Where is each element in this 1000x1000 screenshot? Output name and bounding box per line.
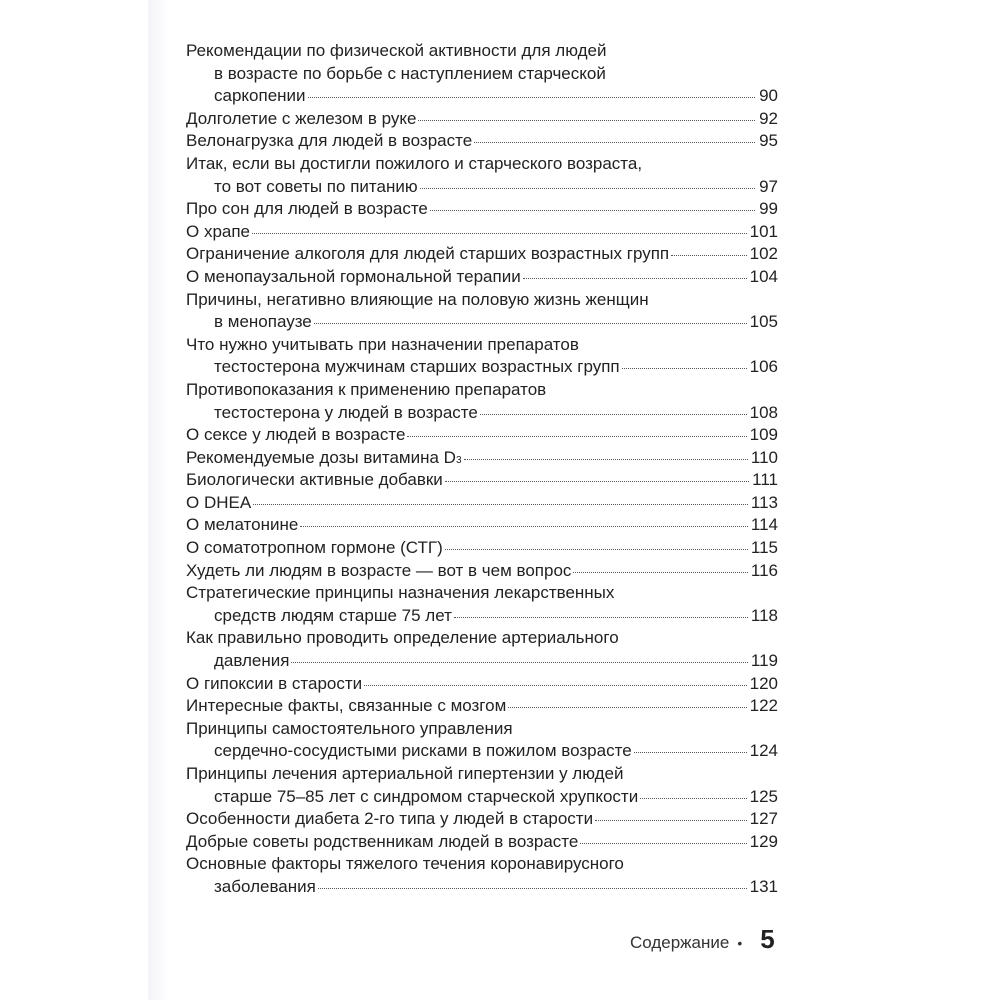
dot-leader <box>640 798 746 799</box>
toc-entry[interactable] <box>186 627 778 672</box>
toc-entry-title: тестостерона мужчинам старших возрастных групп <box>214 357 620 377</box>
dot-leader <box>523 278 747 279</box>
toc-entry-title: то вот советы по питанию <box>214 176 418 196</box>
toc-page-number: 127 <box>749 809 778 829</box>
toc-entry-line <box>186 469 778 492</box>
toc-page-number: 116 <box>750 560 778 580</box>
toc-page-number: 102 <box>749 244 778 264</box>
toc-entry-title: О мелатонине <box>186 515 299 535</box>
toc-entry[interactable] <box>186 334 778 379</box>
toc-entry-line <box>186 763 778 786</box>
dot-leader <box>318 888 747 889</box>
toc-entry[interactable] <box>186 289 778 334</box>
dot-leader <box>474 142 755 143</box>
page-footer <box>630 924 775 955</box>
toc-entry-title: О храпе <box>186 221 251 241</box>
toc-entry[interactable] <box>186 266 778 289</box>
toc-page-number: 106 <box>749 357 778 377</box>
toc-entry-line <box>186 266 778 289</box>
toc-entry-title: в менопаузе <box>214 312 312 332</box>
toc-entry-title: Рекомендации по физической активности для людей <box>186 41 607 60</box>
toc-entry[interactable] <box>186 492 778 515</box>
dot-leader <box>418 120 755 121</box>
toc-entry[interactable] <box>186 130 778 153</box>
toc-page-number: 92 <box>759 108 778 128</box>
toc-entry-line <box>186 63 778 86</box>
toc-page-number: 125 <box>749 786 778 806</box>
toc-entry-title: средств людям старше 75 лет <box>214 605 452 625</box>
toc-entry-line <box>186 402 778 425</box>
toc-entry-line <box>186 289 778 312</box>
toc-entry-line <box>186 560 778 583</box>
toc-entry-line <box>186 108 778 131</box>
toc-entry-line: Рекомендуемые дозы витамина D 3 110 <box>186 447 778 470</box>
dot-leader <box>308 97 755 98</box>
toc-page-number: 119 <box>750 651 778 671</box>
toc-page-number: 105 <box>749 312 778 332</box>
toc-entry[interactable] <box>186 718 778 763</box>
toc-entry-title: Рекомендуемые дозы витамина D <box>186 447 456 467</box>
dot-leader <box>454 617 748 618</box>
dot-leader <box>480 414 747 415</box>
toc-entry-title: Добрые советы родственникам людей в возрасте <box>186 831 579 851</box>
toc-entry[interactable] <box>186 831 778 854</box>
toc-entry[interactable] <box>186 695 778 718</box>
dot-leader <box>314 323 747 324</box>
toc-page-number: 114 <box>750 515 778 535</box>
dot-leader <box>464 459 748 460</box>
toc-entry-line <box>186 808 778 831</box>
toc-entry-line <box>186 311 778 334</box>
dot-leader <box>445 549 748 550</box>
toc-page-number: 115 <box>750 538 778 558</box>
toc-entry-title: Особенности диабета 2-го типа у людей в старости <box>186 809 594 829</box>
toc-entry[interactable] <box>186 379 778 424</box>
toc-entry-title: О гипоксии в старости <box>186 673 363 693</box>
toc-page-number: 129 <box>749 831 778 851</box>
toc-entry[interactable] <box>186 198 778 221</box>
toc-entry-title: Биологически активные добавки <box>186 470 443 490</box>
toc-entry-line <box>186 379 778 402</box>
toc-entry-title: Худеть ли людям в возрасте — вот в чем вопрос <box>186 560 572 580</box>
dot-leader <box>430 210 755 211</box>
toc-entry[interactable] <box>186 673 778 696</box>
dot-leader <box>291 662 747 663</box>
dot-leader <box>445 481 749 482</box>
toc-page-number: 113 <box>750 492 778 512</box>
toc-entry-title: О DHEA <box>186 492 252 512</box>
toc-entry-line <box>186 605 778 628</box>
toc-entry-line <box>186 831 778 854</box>
toc-entry-line <box>186 740 778 763</box>
dot-leader <box>252 233 747 234</box>
dot-leader <box>420 188 755 189</box>
toc-entry[interactable] <box>186 853 778 898</box>
toc-entry-title: старше 75–85 лет с синдромом старческой хрупкости <box>214 786 639 806</box>
dot-leader <box>622 368 747 369</box>
toc-page-number: 99 <box>759 199 778 219</box>
toc-entry-line <box>186 176 778 199</box>
toc-entry-title: Противопоказания к применению препаратов <box>186 379 547 399</box>
toc-entry[interactable] <box>186 243 778 266</box>
toc-page-number: 111 <box>752 470 778 490</box>
toc-entry-line <box>186 695 778 718</box>
toc-entry[interactable] <box>186 514 778 537</box>
toc-page-number: 90 <box>759 86 778 106</box>
toc-entry-title: Принципы самостоятельного управления <box>186 718 513 738</box>
toc-entry-title: сердечно-сосудистыми рисками в пожилом возрасте <box>214 741 632 761</box>
toc-entry-title: давления <box>214 651 290 671</box>
toc-page-number: 104 <box>749 266 778 286</box>
toc-entry-title: Причины, негативно влияющие на половую жизнь женщин <box>186 289 649 309</box>
toc-entry-title: О менопаузальной гормональной терапии <box>186 266 521 286</box>
dot-leader <box>407 436 746 437</box>
toc-entry-title: тестостерона у людей в возрасте <box>214 402 478 422</box>
page-gutter-shadow <box>148 0 170 1000</box>
toc-entry-title: О сексе у людей в возрасте <box>186 425 406 445</box>
dot-leader <box>573 572 747 573</box>
toc-entry-title: Как правильно проводить определение артериального <box>186 628 619 648</box>
dot-leader <box>253 504 748 505</box>
toc-page-number: 95 <box>759 131 778 151</box>
toc-entry-line <box>186 853 778 876</box>
toc-page-number: 109 <box>749 425 778 445</box>
toc-page-number: 97 <box>759 176 778 196</box>
dot-leader <box>634 752 747 753</box>
toc-entry[interactable] <box>186 537 778 560</box>
toc-entry-title: Принципы лечения артериальной гипертензии у людей <box>186 764 624 783</box>
toc-entry-line <box>186 85 778 108</box>
toc-entry-title: в возрасте по борьбе с наступлением старческой <box>214 63 606 83</box>
dot-leader <box>300 526 748 527</box>
dot-leader <box>580 843 746 844</box>
toc-entry-line <box>186 627 778 650</box>
toc-entry-title: саркопении <box>214 86 306 106</box>
toc-entry[interactable] <box>186 469 778 492</box>
toc-entry-title: Про сон для людей в возрасте <box>186 199 428 219</box>
page-number: 5 <box>760 924 775 954</box>
toc-entry-line <box>186 514 778 537</box>
toc-page-number: 118 <box>750 605 778 625</box>
toc-entry-title: заболевания <box>214 876 316 896</box>
toc-entry-line <box>186 718 778 741</box>
toc-page-number: 122 <box>749 696 778 716</box>
toc-entry-line <box>186 334 778 357</box>
table-of-contents <box>186 40 778 899</box>
toc-entry-line <box>186 40 778 63</box>
toc-entry-line <box>186 876 778 899</box>
dot-leader <box>671 255 747 256</box>
toc-page-number: 124 <box>749 741 778 761</box>
toc-page-number: 120 <box>749 673 778 693</box>
toc-entry-line <box>186 198 778 221</box>
toc-entry[interactable] <box>186 560 778 583</box>
toc-entry-line <box>186 650 778 673</box>
toc-entry-line <box>186 356 778 379</box>
toc-entry[interactable] <box>186 40 778 108</box>
toc-entry-title: Стратегические принципы назначения лекарственных <box>186 583 615 603</box>
footer-bullet: • <box>737 935 743 951</box>
toc-entry-title: Ограничение алкоголя для людей старших возрастных групп <box>186 244 670 264</box>
toc-entry[interactable] <box>186 763 778 808</box>
toc-page-number: 110 <box>750 447 778 467</box>
toc-entry-line <box>186 537 778 560</box>
toc-entry-title: Основные факторы тяжелого течения коронавирусного <box>186 854 624 874</box>
toc-entry-title: Долголетие с железом в руке <box>186 108 417 128</box>
toc-entry[interactable] <box>186 447 778 470</box>
toc-entry-title: Что нужно учитывать при назначении препаратов <box>186 334 579 354</box>
dot-leader <box>595 820 747 821</box>
toc-page-number: 101 <box>749 221 778 241</box>
dot-leader <box>364 685 746 686</box>
toc-entry-line <box>186 153 778 176</box>
toc-entry[interactable] <box>186 582 778 627</box>
toc-entry-line <box>186 243 778 266</box>
toc-entry-line <box>186 424 778 447</box>
toc-entry-title: О соматотропном гормоне (СТГ) <box>186 538 443 558</box>
toc-page-number: 108 <box>749 402 778 422</box>
toc-entry[interactable] <box>186 424 778 447</box>
toc-page-number: 131 <box>749 876 778 896</box>
toc-entry[interactable] <box>186 108 778 131</box>
toc-entry-title: Интересные факты, связанные с мозгом <box>186 696 507 716</box>
dot-leader <box>508 707 746 708</box>
toc-entry-line <box>186 492 778 515</box>
toc-entry-line <box>186 673 778 696</box>
toc-entry-title: Велонагрузка для людей в возрасте <box>186 131 473 151</box>
toc-entry[interactable] <box>186 221 778 244</box>
toc-entry-line <box>186 221 778 244</box>
toc-entry[interactable] <box>186 153 778 198</box>
toc-entry-line <box>186 582 778 605</box>
toc-entry-line <box>186 130 778 153</box>
toc-entry[interactable] <box>186 808 778 831</box>
toc-entry-line <box>186 786 778 809</box>
footer-section-title: Содержание <box>630 933 730 952</box>
toc-entry-title: Итак, если вы достигли пожилого и старческого возраста, <box>186 153 643 173</box>
